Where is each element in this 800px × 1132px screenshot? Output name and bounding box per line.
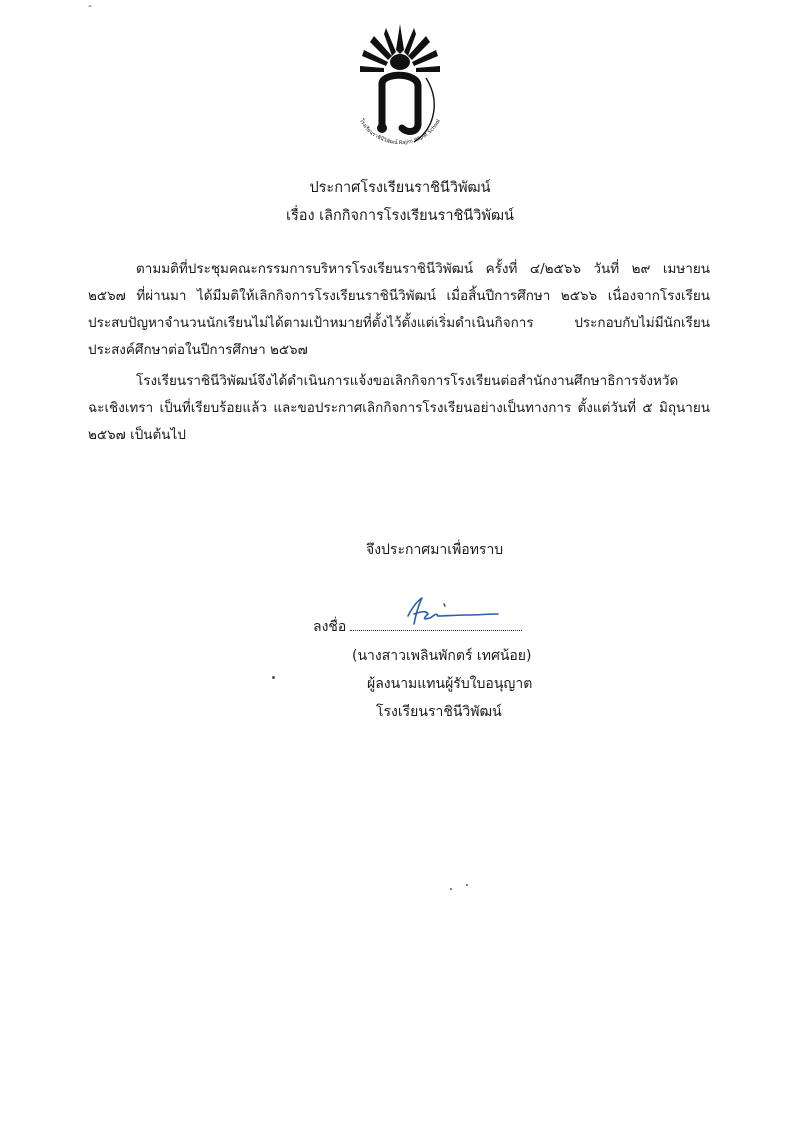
signature-line — [313, 616, 522, 637]
school-emblem-icon — [352, 20, 448, 152]
scan-speck — [450, 888, 452, 890]
announcement-subject: เรื่อง เลิกกิจการโรงเรียนราชินีวิพัฒน์ — [286, 208, 514, 224]
body-paragraph-1: ตามมติที่ประชุมคณะกรรมการบริหารโรงเรียนราชินีวิพัฒน์ ครั้งที่ ๔/๒๕๖๖ วันที่ ๒๙ เมษายน ๒๕๖๗ ที่ผ่านมา ได้มีมติให้เลิกกิจการโรงเรียนราชินีวิพัฒน์ เมื่อสิ้นปีการศึกษา ๒๕๖๖ เนื่องจากโรงเรียนประสบปัญหาจำนวนนักเรียนไม่ได้ตามเป้าหมายที่ตั้งไว้ตั้งแต่เริ่มดำเนินกิจการ ประกอบกับไม่มีนักเรียนประสงค์ศึกษาต่อในปีการศึกษา ๒๕๖๗ — [88, 261, 710, 358]
signatory-name: (นางสาวเพลินพักตร์ เทศน้อย) — [352, 648, 532, 664]
page-marker: - — [88, 0, 92, 12]
closing-statement: จึงประกาศมาเพื่อทราบ — [366, 542, 504, 558]
body-paragraph-2: โรงเรียนราชินีวิพัฒน์จึงได้ดำเนินการแจ้งขอเลิกกิจการโรงเรียนต่อสำนักงานศึกษาธิการจังหวัดฉะเชิงเทรา เป็นที่เรียบร้อยแล้ว และขอประกาศเลิกกิจการโรงเรียนอย่างเป็นทางการ ตั้งแต่วันที่ ๕ มิถุนายน ๒๕๖๗ เป็นต้นไป — [88, 373, 710, 443]
signature-dotted-line — [350, 616, 522, 631]
svg-text:โรงเรียนราชินีวิพัฒน์ Rajini W — [358, 118, 442, 146]
signatory-role: ผู้ลงนามแทนผู้รับใบอนุญาต — [367, 676, 533, 692]
signature-label: ลงชื่อ — [313, 619, 347, 635]
logo-caption: โรงเรียนราชินีวิพัฒน์ Rajini Wipat School — [357, 118, 442, 147]
scan-speck — [272, 676, 275, 679]
announcement-title: ประกาศโรงเรียนราชินีวิพัฒน์ — [309, 180, 491, 196]
signatory-organization: โรงเรียนราชินีวิพัฒน์ — [376, 704, 502, 720]
scan-speck — [466, 884, 468, 886]
